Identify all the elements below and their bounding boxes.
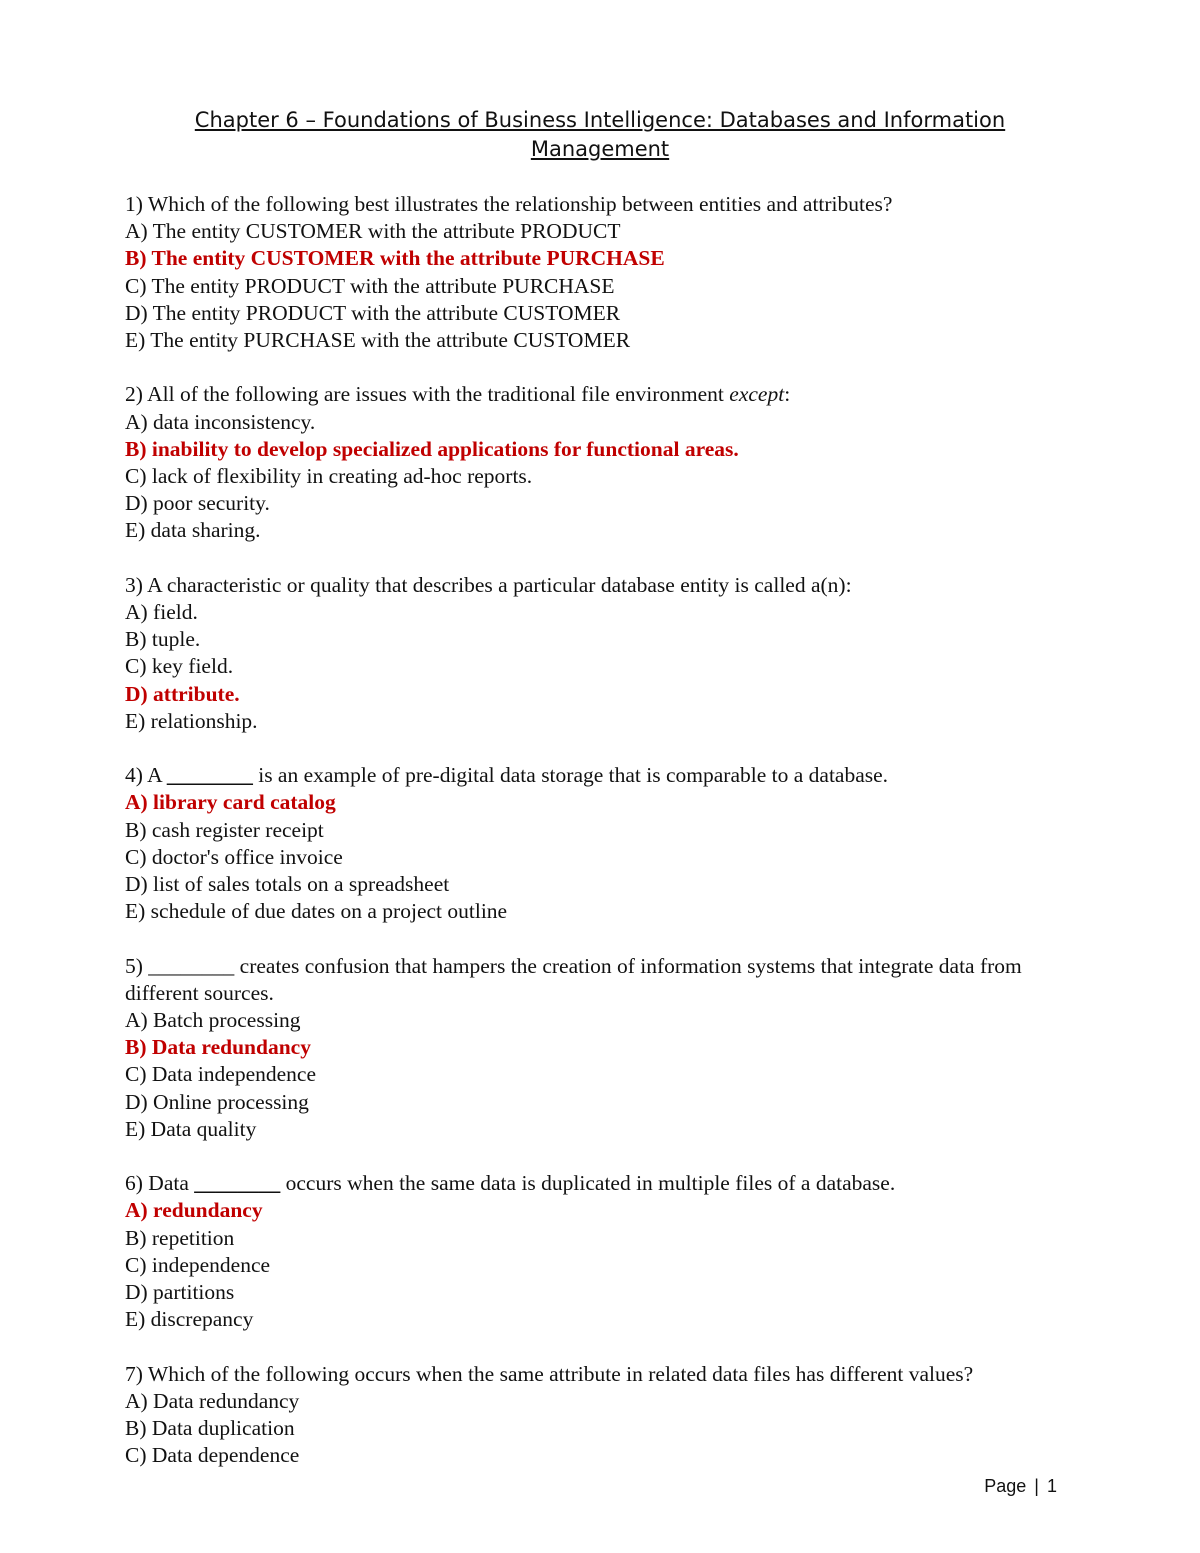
question-3 <box>125 572 1075 735</box>
answer-option: E) Data quality <box>125 1116 257 1141</box>
answer-option: A) The entity CUSTOMER with the attribute PRODUCT <box>125 219 621 244</box>
answer-option: C) independence <box>125 1252 271 1277</box>
answer-option: B) repetition <box>125 1225 235 1250</box>
question-5 <box>125 953 1075 1143</box>
question-text: 7) Which of the following occurs when the same attribute in related data files has different values? <box>125 1361 974 1386</box>
correct-answer-option: A) redundancy <box>125 1198 263 1223</box>
footer-separator: | <box>1034 1476 1039 1496</box>
answer-option: A) field. <box>125 600 198 625</box>
answer-option: C) doctor's office invoice <box>125 844 343 869</box>
answer-option: C) Data independence <box>125 1062 317 1087</box>
answer-option: E) relationship. <box>125 708 258 733</box>
question-number: 5) <box>125 953 143 978</box>
answer-option: B) cash register receipt <box>125 817 324 842</box>
answer-option: B) tuple. <box>125 627 201 652</box>
question-number: 2) <box>125 382 143 407</box>
answer-option: D) partitions <box>125 1280 235 1305</box>
answer-option: D) poor security. <box>125 491 270 516</box>
question-number: 3) <box>125 572 143 597</box>
question-4 <box>125 762 1075 925</box>
answer-option: E) schedule of due dates on a project outline <box>125 899 508 924</box>
question-7 <box>125 1361 1075 1470</box>
answer-option: C) lack of flexibility in creating ad-hoc reports. <box>125 464 533 489</box>
answer-option: C) key field. <box>125 654 234 679</box>
question-2 <box>125 381 1075 544</box>
footer-page-number: 1 <box>1046 1476 1057 1496</box>
question-text: 3) A characteristic or quality that describes a particular database entity is called a(n): <box>125 572 852 597</box>
answer-option: B) Data duplication <box>125 1416 295 1441</box>
answer-option: A) data inconsistency. <box>125 409 316 434</box>
emphasis-except: except <box>729 382 785 407</box>
answer-option: D) list of sales totals on a spreadsheet <box>125 872 450 897</box>
answer-option: A) Data redundancy <box>125 1388 300 1413</box>
correct-answer-option: D) attribute. <box>125 681 240 706</box>
answer-option: A) Batch processing <box>125 1008 301 1033</box>
fill-in-blank: ________ <box>166 763 253 788</box>
question-1 <box>125 191 1075 354</box>
question-text: 5) ________ creates confusion that hampers the creation of information systems that integrate data from different sources. <box>125 953 1022 1005</box>
fill-in-blank: ________ <box>194 1171 281 1196</box>
answer-option: D) The entity PRODUCT with the attribute CUSTOMER <box>125 300 621 325</box>
answer-option: E) discrepancy <box>125 1307 254 1332</box>
question-6 <box>125 1170 1075 1333</box>
question-number: 4) <box>125 763 143 788</box>
page-title <box>150 106 1050 164</box>
correct-answer-option: A) library card catalog <box>125 790 336 815</box>
answer-option: E) data sharing. <box>125 518 261 543</box>
question-list <box>125 191 1075 1497</box>
correct-answer-option: B) inability to develop specialized applications for functional areas. <box>125 436 739 461</box>
answer-option: C) Data dependence <box>125 1443 300 1468</box>
question-number: 7) <box>125 1361 143 1386</box>
question-text: 6) Data ________ occurs when the same data is duplicated in multiple files of a database. <box>125 1171 896 1196</box>
page-title-line-1: Chapter 6 – Foundations of Business Intelligence: Databases and Information <box>194 108 1006 132</box>
answer-option: E) The entity PURCHASE with the attribute CUSTOMER <box>125 328 631 353</box>
question-number: 6) <box>125 1171 143 1196</box>
answer-option: C) The entity PRODUCT with the attribute PURCHASE <box>125 273 615 298</box>
question-text: 4) A ________ is an example of pre-digital data storage that is comparable to a database. <box>125 763 889 788</box>
question-number: 1) <box>125 192 143 216</box>
footer-page-label: Page <box>984 1476 1027 1496</box>
page-title-line-2: Management <box>530 137 670 161</box>
question-text: 1) Which of the following best illustrates the relationship between entities and attributes? <box>125 192 893 216</box>
page-footer <box>984 1476 1057 1497</box>
correct-answer-option: B) Data redundancy <box>125 1035 311 1060</box>
question-text: 2) All of the following are issues with the traditional file environment except: <box>125 382 791 407</box>
correct-answer-option: B) The entity CUSTOMER with the attribute PURCHASE <box>125 246 665 271</box>
answer-option: D) Online processing <box>125 1089 309 1114</box>
